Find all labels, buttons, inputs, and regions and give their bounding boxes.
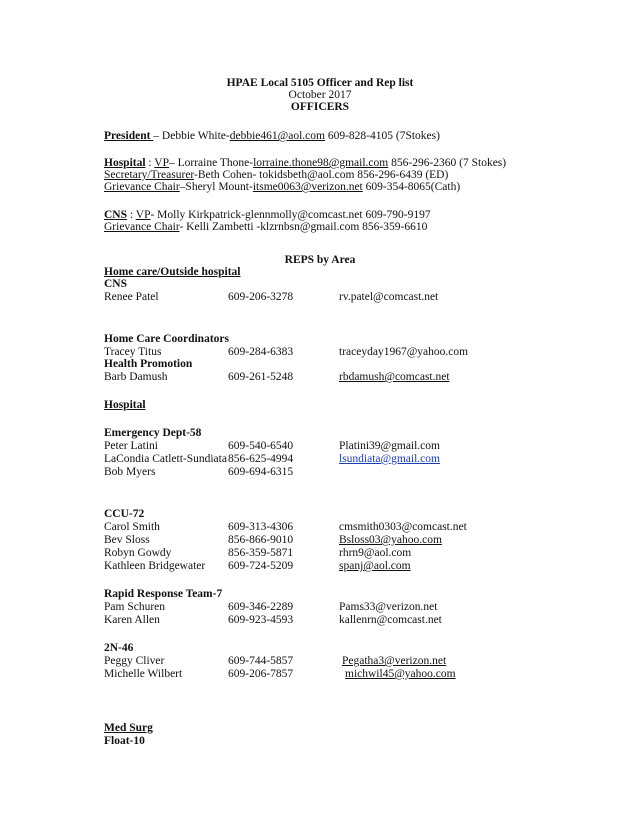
rep-phone: 609-346-2289 bbox=[228, 601, 294, 613]
rep-name: Bev Sloss bbox=[104, 534, 150, 546]
rep-email: Platini39@gmail.com bbox=[339, 440, 440, 452]
rep-phone: 609-284-6383 bbox=[228, 346, 294, 358]
rep-name: Tracey Titus bbox=[104, 346, 162, 358]
hcc-heading: Home Care Coordinators bbox=[104, 333, 229, 345]
table-row bbox=[104, 440, 544, 453]
table-row bbox=[104, 560, 544, 573]
hospital-grievance-line bbox=[104, 181, 460, 194]
rep-name: Peggy Cliver bbox=[104, 655, 165, 667]
table-row bbox=[104, 655, 544, 668]
ccu-heading: CCU-72 bbox=[104, 508, 145, 520]
rep-name: Bob Myers bbox=[104, 466, 156, 478]
hospital-grievance-phone: 609-354-8065(Cath) bbox=[362, 181, 461, 193]
rep-name: Peter Latini bbox=[104, 440, 158, 452]
rep-email[interactable]: Pegatha3@verizon.net bbox=[342, 655, 447, 667]
reps-heading: REPS by Area bbox=[284, 254, 356, 266]
rep-phone: 609-724-5209 bbox=[228, 560, 294, 572]
rep-phone: 609-206-3278 bbox=[228, 291, 294, 303]
hospital-grievance-role: Grievance Chair bbox=[104, 181, 180, 193]
rep-email[interactable]: spanj@aol.com bbox=[339, 560, 411, 572]
rep-email[interactable]: Bsloss03@yahoo.com bbox=[339, 534, 442, 546]
table-row bbox=[104, 547, 544, 560]
home-care-heading: Home care/Outside hospital bbox=[104, 266, 241, 278]
rep-email: rhrn9@aol.com bbox=[339, 547, 412, 559]
table-row bbox=[104, 614, 544, 627]
table-row bbox=[104, 521, 544, 534]
cns-vp-role: VP bbox=[135, 209, 151, 221]
cns-reps-heading: CNS bbox=[104, 278, 128, 290]
med-surg-heading: Med Surg bbox=[104, 722, 153, 734]
float-heading: Float-10 bbox=[104, 735, 145, 747]
rep-phone: 609-744-5857 bbox=[228, 655, 294, 667]
ed-heading: Emergency Dept-58 bbox=[104, 427, 202, 439]
hospital-grievance-email[interactable]: itsme0063@verizon.net bbox=[252, 181, 363, 193]
secretary-role: Secretary/Treasurer bbox=[104, 169, 195, 181]
document-date: October 2017 bbox=[288, 89, 352, 101]
rep-name: Renee Patel bbox=[104, 291, 159, 303]
rep-phone: 609-313-4306 bbox=[228, 521, 294, 533]
rep-phone: 609-261-5248 bbox=[228, 371, 294, 383]
hospital-vp-text: – Lorraine Thone- bbox=[169, 157, 254, 169]
rep-phone: 856-866-9010 bbox=[228, 534, 294, 546]
hospital-grievance-text: –Sheryl Mount- bbox=[179, 181, 253, 193]
table-row bbox=[104, 291, 544, 304]
president-phone: 609-828-4105 (7Stokes) bbox=[324, 130, 440, 142]
rep-email: Pams33@verizon.net bbox=[339, 601, 438, 613]
rep-email: rv.patel@comcast.net bbox=[339, 291, 439, 303]
2n-heading: 2N-46 bbox=[104, 642, 134, 654]
rep-name: Michelle Wilbert bbox=[104, 668, 183, 680]
table-row bbox=[104, 371, 544, 384]
rrt-heading: Rapid Response Team-7 bbox=[104, 588, 223, 600]
table-row bbox=[104, 668, 544, 681]
rep-phone: 856-359-5871 bbox=[228, 547, 294, 559]
table-row bbox=[104, 453, 544, 466]
rep-phone: 609-923-4593 bbox=[228, 614, 294, 626]
rep-name: Karen Allen bbox=[104, 614, 160, 626]
rep-name: Robyn Gowdy bbox=[104, 547, 172, 559]
table-row bbox=[104, 466, 544, 479]
hospital-vp-role: VP bbox=[154, 157, 169, 169]
secretary-text: -Beth Cohen- tokidsbeth@aol.com 856-296-6439 (ED) bbox=[194, 169, 449, 181]
president-label: President bbox=[104, 130, 154, 142]
rep-email: cmsmith0303@comcast.net bbox=[339, 521, 467, 533]
cns-vp-text: - Molly Kirkpatrick-glennmolly@comcast.net 609-790-9197 bbox=[150, 209, 431, 221]
rep-name: Barb Damush bbox=[104, 371, 168, 383]
separator: : bbox=[127, 209, 136, 221]
document-title: HPAE Local 5105 Officer and Rep list bbox=[226, 77, 414, 89]
rep-name: Pam Schuren bbox=[104, 601, 166, 613]
hospital-label: Hospital bbox=[104, 157, 146, 169]
president-email[interactable]: debbie461@aol.com bbox=[229, 130, 325, 142]
table-row bbox=[104, 534, 544, 547]
rep-phone: 856-625-4994 bbox=[228, 453, 294, 465]
rep-phone: 609-694-6315 bbox=[228, 466, 294, 478]
president-text: – Debbie White- bbox=[153, 130, 230, 142]
separator: : bbox=[145, 157, 155, 169]
rep-name: LaCondia Catlett-Sundiata bbox=[104, 453, 227, 465]
cns-grievance-text: - Kelli Zambetti -klzrnbsn@gmail.com 856-359-6610 bbox=[179, 221, 428, 233]
cns-grievance-line bbox=[104, 221, 427, 234]
hospital-reps-heading: Hospital bbox=[104, 399, 146, 411]
rep-email[interactable]: michwil45@yahoo.com bbox=[345, 668, 456, 680]
rep-name: Kathleen Bridgewater bbox=[104, 560, 206, 572]
president-line bbox=[104, 130, 440, 143]
rep-email: traceyday1967@yahoo.com bbox=[339, 346, 469, 358]
rep-email-link[interactable]: lsundiata@gmail.com bbox=[339, 453, 440, 465]
hospital-vp-email[interactable]: lorraine.thone98@gmail.com bbox=[253, 157, 389, 169]
health-promotion-heading: Health Promotion bbox=[104, 358, 193, 370]
hospital-vp-phone: 856-296-2360 (7 Stokes) bbox=[388, 157, 507, 169]
cns-label: CNS bbox=[104, 209, 128, 221]
rep-phone: 609-540-6540 bbox=[228, 440, 294, 452]
cns-grievance-role: Grievance Chair bbox=[104, 221, 180, 233]
table-row bbox=[104, 601, 544, 614]
rep-email[interactable]: rbdamush@comcast.net bbox=[339, 371, 450, 383]
rep-phone: 609-206-7857 bbox=[228, 668, 294, 680]
rep-email: kallenrn@comcast.net bbox=[339, 614, 442, 626]
officers-heading: OFFICERS bbox=[290, 101, 350, 113]
rep-name: Carol Smith bbox=[104, 521, 160, 533]
